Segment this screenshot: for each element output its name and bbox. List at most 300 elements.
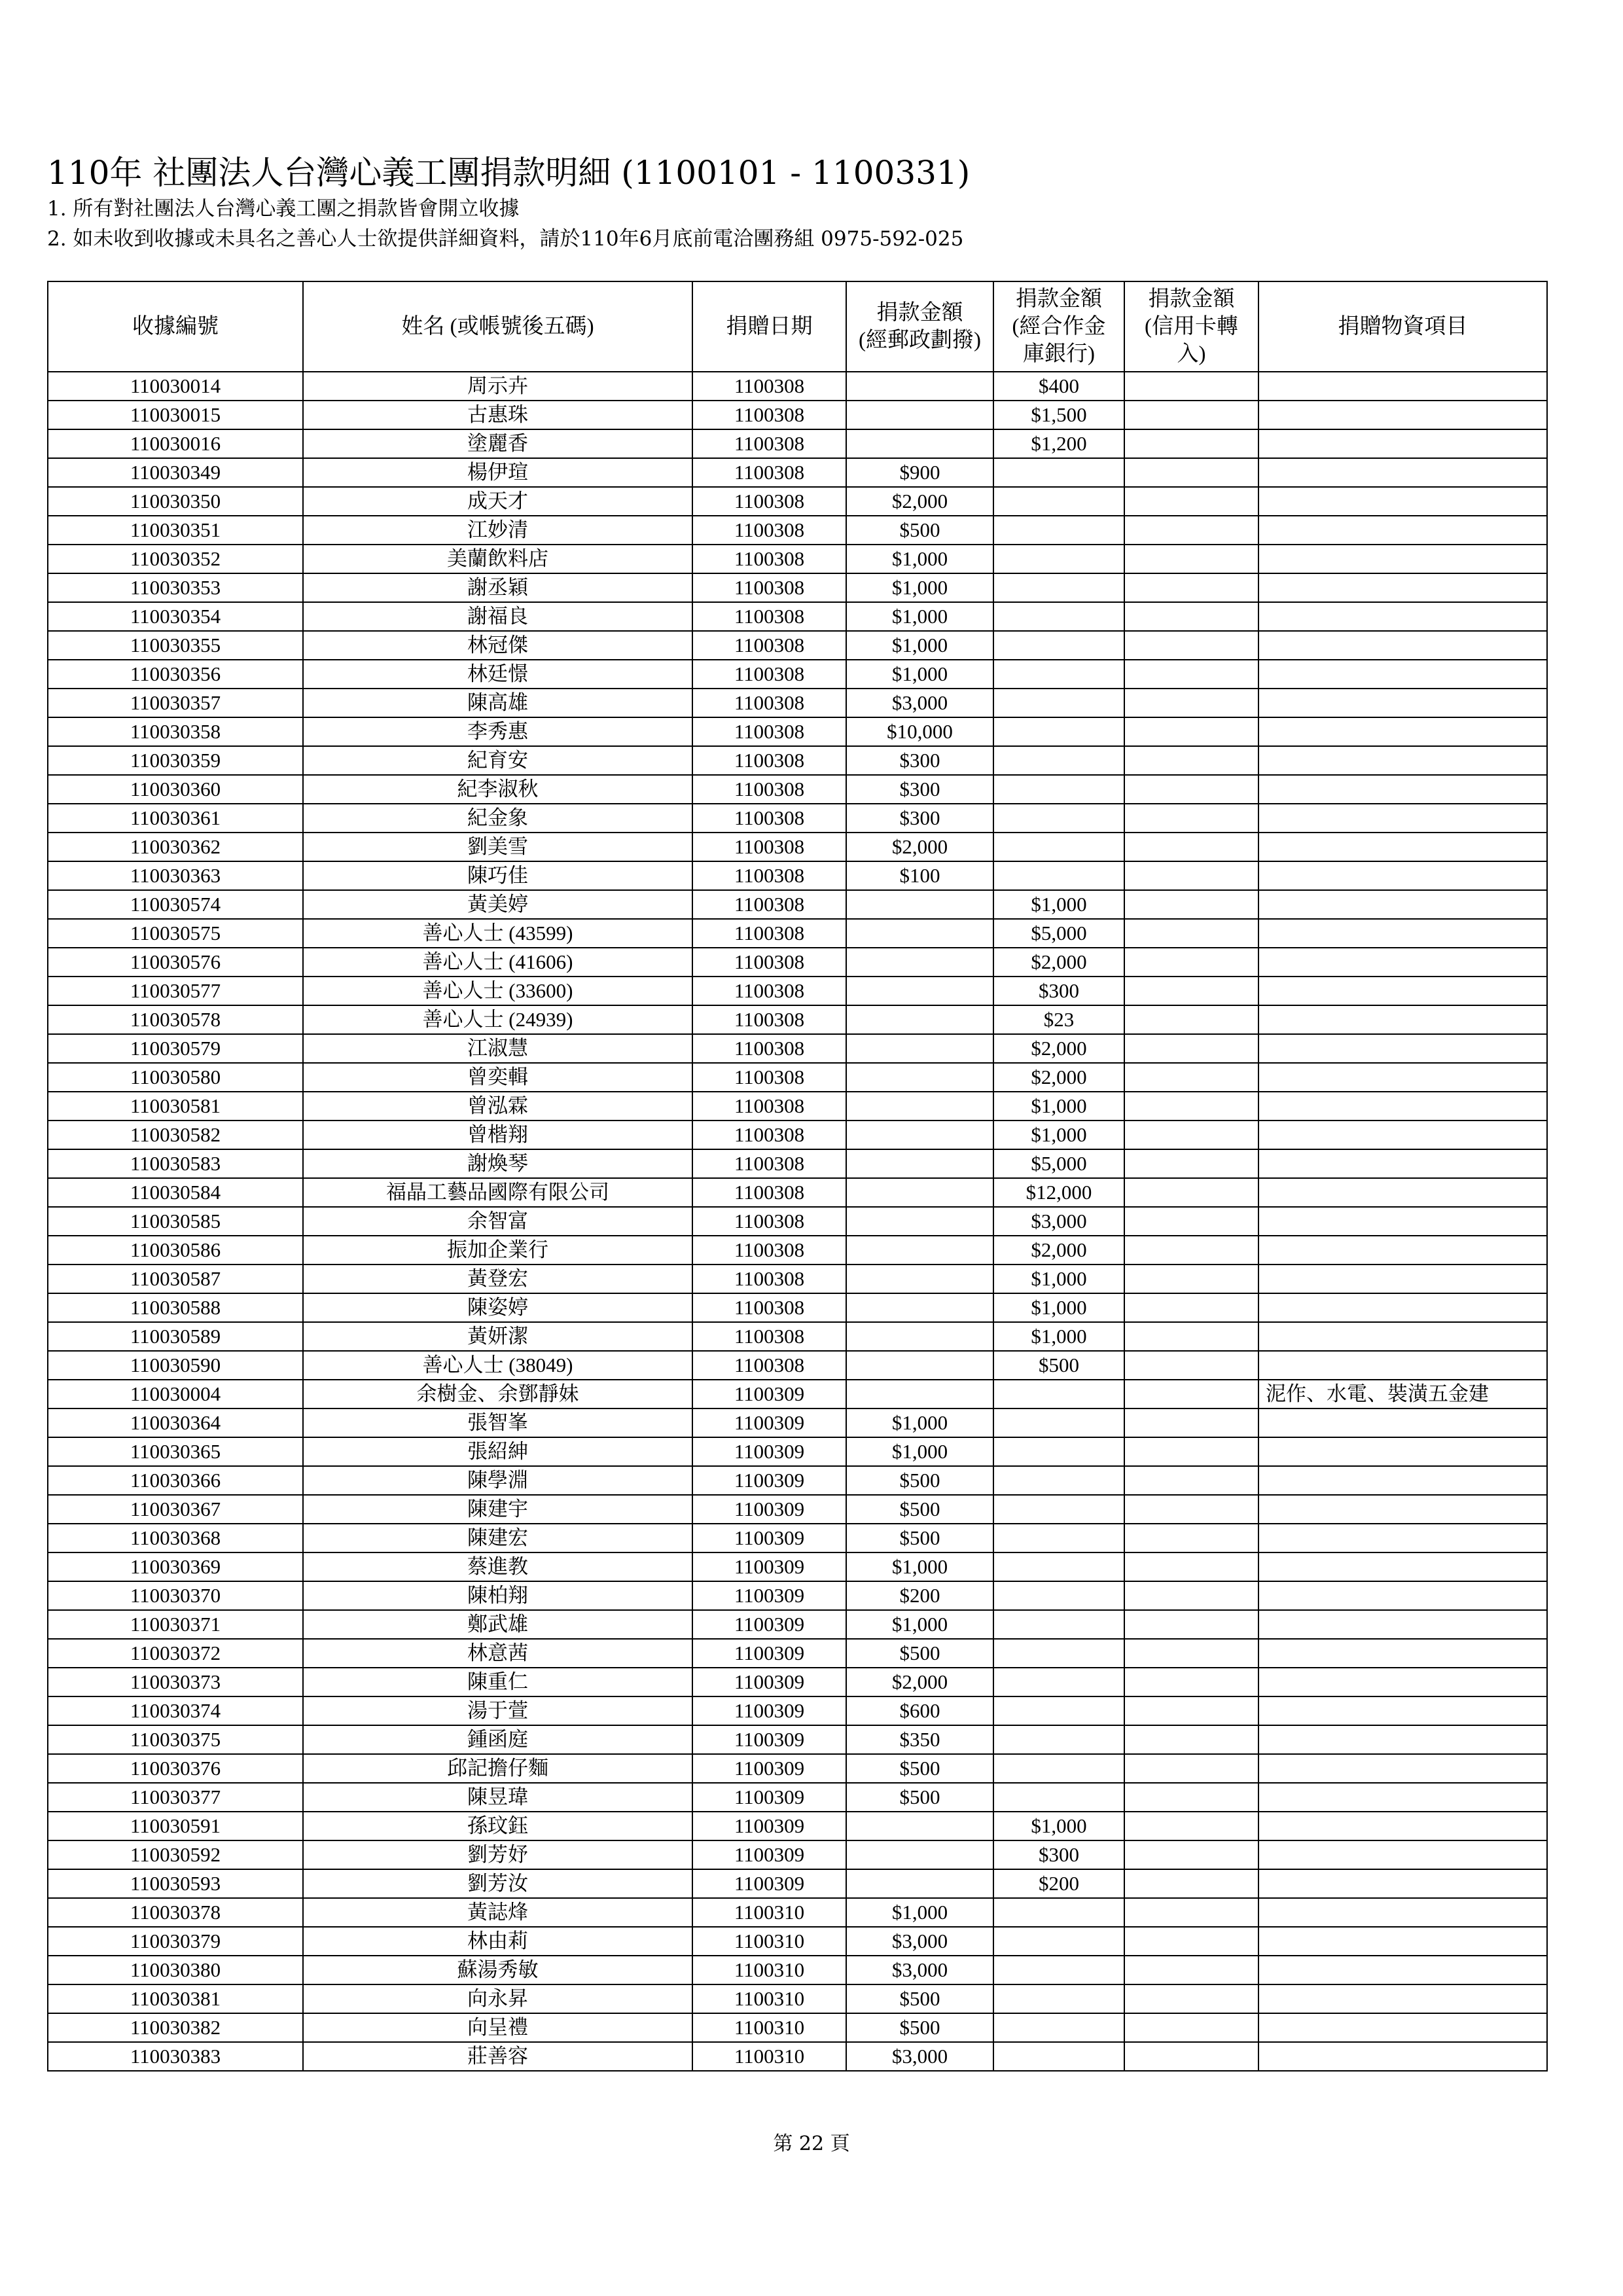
receipt-no-cell: 110030585: [48, 1207, 303, 1236]
donor-name-cell: 孫玟鈺: [303, 1812, 692, 1840]
donated-items-cell: [1258, 545, 1547, 573]
postal-amount-cell: $2,000: [846, 1668, 993, 1696]
table-row: [48, 1639, 1547, 1668]
donor-name-cell: 張智峯: [303, 1408, 692, 1437]
table-row: [48, 429, 1547, 458]
coop-bank-amount-cell: [993, 573, 1124, 602]
receipt-no-cell: 110030590: [48, 1351, 303, 1380]
coop-bank-amount-cell: [993, 516, 1124, 545]
donation-date-cell: 1100308: [692, 717, 846, 746]
postal-amount-cell: [846, 948, 993, 977]
donated-items-cell: [1258, 1034, 1547, 1063]
receipt-no-cell: 110030361: [48, 804, 303, 833]
table-row: [48, 977, 1547, 1005]
credit-card-amount-cell: [1124, 2013, 1258, 2042]
credit-card-amount-cell: [1124, 1178, 1258, 1207]
donor-name-cell: 謝煥琴: [303, 1149, 692, 1178]
donor-name-cell: 善心人士 (41606): [303, 948, 692, 977]
donation-date-cell: 1100308: [692, 746, 846, 775]
table-row: [48, 1265, 1547, 1293]
credit-card-amount-cell: [1124, 1380, 1258, 1408]
donation-date-cell: 1100308: [692, 833, 846, 861]
receipt-no-cell: 110030578: [48, 1005, 303, 1034]
donation-date-cell: 1100309: [692, 1754, 846, 1783]
donated-items-cell: [1258, 1610, 1547, 1639]
donated-items-cell: [1258, 775, 1547, 804]
donation-date-cell: 1100308: [692, 1149, 846, 1178]
donated-items-cell: [1258, 948, 1547, 977]
donor-name-cell: 向呈禮: [303, 2013, 692, 2042]
postal-amount-cell: $300: [846, 804, 993, 833]
donor-name-cell: 余樹金、余鄧靜妹: [303, 1380, 692, 1408]
credit-card-amount-cell: [1124, 1524, 1258, 1552]
credit-card-amount-cell: [1124, 1754, 1258, 1783]
donation-date-cell: 1100308: [692, 775, 846, 804]
donor-name-cell: 紀金象: [303, 804, 692, 833]
donation-date-cell: 1100308: [692, 1005, 846, 1034]
coop-bank-amount-cell: [993, 1725, 1124, 1754]
table-row: [48, 2042, 1547, 2071]
table-row: [48, 1696, 1547, 1725]
donation-date-cell: 1100310: [692, 2013, 846, 2042]
header-receipt-no: 收據編號: [48, 281, 303, 372]
receipt-no-cell: 110030360: [48, 775, 303, 804]
header-date: 捐贈日期: [692, 281, 846, 372]
donated-items-cell: [1258, 1092, 1547, 1121]
credit-card-amount-cell: [1124, 516, 1258, 545]
donation-date-cell: 1100308: [692, 977, 846, 1005]
donor-name-cell: 李秀惠: [303, 717, 692, 746]
donation-date-cell: 1100308: [692, 1178, 846, 1207]
donated-items-cell: [1258, 717, 1547, 746]
donated-items-cell: [1258, 602, 1547, 631]
donated-items-cell: [1258, 372, 1547, 401]
table-row: [48, 1121, 1547, 1149]
credit-card-amount-cell: [1124, 1121, 1258, 1149]
postal-amount-cell: [846, 919, 993, 948]
table-row: [48, 1898, 1547, 1927]
postal-amount-cell: $500: [846, 1783, 993, 1812]
donation-date-cell: 1100310: [692, 2042, 846, 2071]
postal-amount-cell: $500: [846, 516, 993, 545]
receipt-no-cell: 110030580: [48, 1063, 303, 1092]
donation-date-cell: 1100309: [692, 1610, 846, 1639]
table-row: [48, 890, 1547, 919]
receipt-no-cell: 110030014: [48, 372, 303, 401]
credit-card-amount-cell: [1124, 804, 1258, 833]
postal-amount-cell: $3,000: [846, 689, 993, 717]
table-row: [48, 1293, 1547, 1322]
coop-bank-amount-cell: $1,200: [993, 429, 1124, 458]
donation-date-cell: 1100308: [692, 1236, 846, 1265]
donor-name-cell: 劉美雪: [303, 833, 692, 861]
credit-card-amount-cell: [1124, 1034, 1258, 1063]
header-credit-card-amount: 捐款金額 (信用卡轉 入): [1124, 281, 1258, 372]
donated-items-cell: [1258, 1437, 1547, 1466]
donated-items-cell: [1258, 1322, 1547, 1351]
coop-bank-amount-cell: $12,000: [993, 1178, 1124, 1207]
credit-card-amount-cell: [1124, 660, 1258, 689]
donor-name-cell: 陳重仁: [303, 1668, 692, 1696]
postal-amount-cell: [846, 1063, 993, 1092]
credit-card-amount-cell: [1124, 1265, 1258, 1293]
note-line: 1. 所有對社團法人台灣心義工團之捐款皆會開立收據: [47, 197, 520, 221]
donor-name-cell: 成天才: [303, 487, 692, 516]
table-row: [48, 2013, 1547, 2042]
table-row: [48, 660, 1547, 689]
postal-amount-cell: $1,000: [846, 1552, 993, 1581]
donated-items-cell: [1258, 1639, 1547, 1668]
credit-card-amount-cell: [1124, 1005, 1258, 1034]
postal-amount-cell: $3,000: [846, 2042, 993, 2071]
postal-amount-cell: [846, 890, 993, 919]
coop-bank-amount-cell: [993, 1437, 1124, 1466]
note-line: 2. 如未收到收據或未具名之善心人士欲提供詳細資料，請於110年6月底前電洽團務組 0975-592-025: [47, 227, 964, 251]
postal-amount-cell: $500: [846, 1754, 993, 1783]
receipt-no-cell: 110030355: [48, 631, 303, 660]
donation-date-cell: 1100310: [692, 1984, 846, 2013]
table-row: [48, 1149, 1547, 1178]
credit-card-amount-cell: [1124, 1984, 1258, 2013]
postal-amount-cell: $500: [846, 1495, 993, 1524]
donated-items-cell: [1258, 2013, 1547, 2042]
credit-card-amount-cell: [1124, 1552, 1258, 1581]
table-row: [48, 1178, 1547, 1207]
receipt-no-cell: 110030576: [48, 948, 303, 977]
receipt-no-cell: 110030367: [48, 1495, 303, 1524]
coop-bank-amount-cell: [993, 1927, 1124, 1956]
receipt-no-cell: 110030364: [48, 1408, 303, 1437]
table-row: [48, 1207, 1547, 1236]
donation-date-cell: 1100308: [692, 573, 846, 602]
coop-bank-amount-cell: [993, 775, 1124, 804]
coop-bank-amount-cell: $5,000: [993, 919, 1124, 948]
postal-amount-cell: $3,000: [846, 1956, 993, 1984]
coop-bank-amount-cell: $23: [993, 1005, 1124, 1034]
table-row: [48, 1092, 1547, 1121]
table-row: [48, 372, 1547, 401]
receipt-no-cell: 110030577: [48, 977, 303, 1005]
donation-date-cell: 1100309: [692, 1812, 846, 1840]
table-row: [48, 833, 1547, 861]
donation-date-cell: 1100308: [692, 516, 846, 545]
donated-items-cell: [1258, 746, 1547, 775]
table-body: [48, 372, 1547, 2071]
postal-amount-cell: [846, 1265, 993, 1293]
donation-date-cell: 1100309: [692, 1696, 846, 1725]
receipt-no-cell: 110030370: [48, 1581, 303, 1610]
coop-bank-amount-cell: [993, 545, 1124, 573]
donated-items-cell: [1258, 1293, 1547, 1322]
coop-bank-amount-cell: [993, 1581, 1124, 1610]
receipt-no-cell: 110030583: [48, 1149, 303, 1178]
receipt-no-cell: 110030582: [48, 1121, 303, 1149]
donation-date-cell: 1100309: [692, 1840, 846, 1869]
postal-amount-cell: $500: [846, 1524, 993, 1552]
credit-card-amount-cell: [1124, 833, 1258, 861]
receipt-no-cell: 110030363: [48, 861, 303, 890]
coop-bank-amount-cell: [993, 1552, 1124, 1581]
table-row: [48, 1581, 1547, 1610]
donation-date-cell: 1100308: [692, 458, 846, 487]
receipt-no-cell: 110030359: [48, 746, 303, 775]
credit-card-amount-cell: [1124, 1149, 1258, 1178]
table-row: [48, 1869, 1547, 1898]
receipt-no-cell: 110030376: [48, 1754, 303, 1783]
donated-items-cell: [1258, 1524, 1547, 1552]
table-row: [48, 573, 1547, 602]
table-row: [48, 1408, 1547, 1437]
credit-card-amount-cell: [1124, 890, 1258, 919]
donor-name-cell: 陳學淵: [303, 1466, 692, 1495]
receipt-no-cell: 110030375: [48, 1725, 303, 1754]
header-coop-bank-amount: 捐款金額 (經合作金 庫銀行): [993, 281, 1124, 372]
donation-date-cell: 1100308: [692, 804, 846, 833]
credit-card-amount-cell: [1124, 1351, 1258, 1380]
postal-amount-cell: [846, 1869, 993, 1898]
coop-bank-amount-cell: $3,000: [993, 1207, 1124, 1236]
donation-date-cell: 1100308: [692, 1207, 846, 1236]
receipt-no-cell: 110030381: [48, 1984, 303, 2013]
donated-items-cell: [1258, 1408, 1547, 1437]
coop-bank-amount-cell: $2,000: [993, 1063, 1124, 1092]
coop-bank-amount-cell: $1,000: [993, 1322, 1124, 1351]
donor-name-cell: 曾奕輯: [303, 1063, 692, 1092]
credit-card-amount-cell: [1124, 1495, 1258, 1524]
table-row: [48, 1380, 1547, 1408]
postal-amount-cell: $2,000: [846, 487, 993, 516]
postal-amount-cell: $1,000: [846, 1408, 993, 1437]
donated-items-cell: [1258, 1552, 1547, 1581]
donation-date-cell: 1100309: [692, 1725, 846, 1754]
credit-card-amount-cell: [1124, 1466, 1258, 1495]
donation-date-cell: 1100309: [692, 1408, 846, 1437]
donated-items-cell: [1258, 1696, 1547, 1725]
donor-name-cell: 鄭武雄: [303, 1610, 692, 1639]
coop-bank-amount-cell: [993, 1696, 1124, 1725]
donor-name-cell: 陳高雄: [303, 689, 692, 717]
donor-name-cell: 陳巧佳: [303, 861, 692, 890]
table-row: [48, 1322, 1547, 1351]
credit-card-amount-cell: [1124, 401, 1258, 429]
coop-bank-amount-cell: $1,000: [993, 1092, 1124, 1121]
receipt-no-cell: 110030374: [48, 1696, 303, 1725]
postal-amount-cell: $500: [846, 1984, 993, 2013]
receipt-no-cell: 110030362: [48, 833, 303, 861]
donation-date-cell: 1100308: [692, 919, 846, 948]
credit-card-amount-cell: [1124, 1725, 1258, 1754]
coop-bank-amount-cell: $1,000: [993, 1293, 1124, 1322]
credit-card-amount-cell: [1124, 1898, 1258, 1927]
credit-card-amount-cell: [1124, 1063, 1258, 1092]
credit-card-amount-cell: [1124, 2042, 1258, 2071]
postal-amount-cell: $1,000: [846, 1898, 993, 1927]
coop-bank-amount-cell: [993, 1524, 1124, 1552]
donated-items-cell: [1258, 573, 1547, 602]
donor-name-cell: 黃誌烽: [303, 1898, 692, 1927]
postal-amount-cell: $1,000: [846, 1437, 993, 1466]
table-row: [48, 631, 1547, 660]
coop-bank-amount-cell: $1,000: [993, 890, 1124, 919]
donor-name-cell: 張紹紳: [303, 1437, 692, 1466]
credit-card-amount-cell: [1124, 545, 1258, 573]
coop-bank-amount-cell: [993, 2013, 1124, 2042]
donated-items-cell: [1258, 2042, 1547, 2071]
coop-bank-amount-cell: $400: [993, 372, 1124, 401]
donor-name-cell: 鍾函庭: [303, 1725, 692, 1754]
table-row: [48, 1927, 1547, 1956]
table-row: [48, 1236, 1547, 1265]
donation-date-cell: 1100310: [692, 1898, 846, 1927]
coop-bank-amount-cell: $2,000: [993, 1034, 1124, 1063]
receipt-no-cell: 110030015: [48, 401, 303, 429]
credit-card-amount-cell: [1124, 1293, 1258, 1322]
receipt-no-cell: 110030368: [48, 1524, 303, 1552]
table-row: [48, 545, 1547, 573]
coop-bank-amount-cell: [993, 1898, 1124, 1927]
coop-bank-amount-cell: [993, 602, 1124, 631]
donated-items-cell: [1258, 1754, 1547, 1783]
table-row: [48, 1495, 1547, 1524]
table-row: [48, 1437, 1547, 1466]
donation-date-cell: 1100308: [692, 948, 846, 977]
receipt-no-cell: 110030581: [48, 1092, 303, 1121]
receipt-no-cell: 110030378: [48, 1898, 303, 1927]
table-row: [48, 516, 1547, 545]
coop-bank-amount-cell: [993, 1984, 1124, 2013]
donation-date-cell: 1100309: [692, 1783, 846, 1812]
table-header: [48, 281, 1547, 372]
donation-date-cell: 1100308: [692, 1121, 846, 1149]
donation-date-cell: 1100308: [692, 1034, 846, 1063]
postal-amount-cell: [846, 1092, 993, 1121]
donated-items-cell: [1258, 1466, 1547, 1495]
credit-card-amount-cell: [1124, 1408, 1258, 1437]
postal-amount-cell: $300: [846, 775, 993, 804]
donor-name-cell: 福晶工藝品國際有限公司: [303, 1178, 692, 1207]
credit-card-amount-cell: [1124, 372, 1258, 401]
table-row: [48, 1956, 1547, 1984]
receipt-no-cell: 110030586: [48, 1236, 303, 1265]
donor-name-cell: 黃美婷: [303, 890, 692, 919]
coop-bank-amount-cell: $2,000: [993, 1236, 1124, 1265]
table-row: [48, 861, 1547, 890]
table-row: [48, 1725, 1547, 1754]
coop-bank-amount-cell: [993, 1466, 1124, 1495]
coop-bank-amount-cell: [993, 458, 1124, 487]
postal-amount-cell: $500: [846, 1639, 993, 1668]
table-row: [48, 775, 1547, 804]
receipt-no-cell: 110030382: [48, 2013, 303, 2042]
receipt-no-cell: 110030366: [48, 1466, 303, 1495]
coop-bank-amount-cell: [993, 1668, 1124, 1696]
donated-items-cell: [1258, 516, 1547, 545]
donated-items-cell: [1258, 660, 1547, 689]
donated-items-cell: [1258, 631, 1547, 660]
credit-card-amount-cell: [1124, 573, 1258, 602]
table-row: [48, 1063, 1547, 1092]
header-name: 姓名 (或帳號後五碼): [303, 281, 692, 372]
donation-date-cell: 1100310: [692, 1927, 846, 1956]
credit-card-amount-cell: [1124, 1812, 1258, 1840]
donor-name-cell: 善心人士 (38049): [303, 1351, 692, 1380]
postal-amount-cell: [846, 1812, 993, 1840]
donated-items-cell: [1258, 1121, 1547, 1149]
coop-bank-amount-cell: [993, 833, 1124, 861]
donated-items-cell: [1258, 487, 1547, 516]
receipt-no-cell: 110030383: [48, 2042, 303, 2071]
coop-bank-amount-cell: [993, 2042, 1124, 2071]
receipt-no-cell: 110030377: [48, 1783, 303, 1812]
page-number: 第 22 頁: [773, 2132, 850, 2155]
credit-card-amount-cell: [1124, 1840, 1258, 1869]
donation-date-cell: 1100309: [692, 1639, 846, 1668]
postal-amount-cell: [846, 1121, 993, 1149]
donated-items-cell: [1258, 919, 1547, 948]
credit-card-amount-cell: [1124, 429, 1258, 458]
donor-name-cell: 陳建宏: [303, 1524, 692, 1552]
table-row: [48, 1466, 1547, 1495]
credit-card-amount-cell: [1124, 717, 1258, 746]
coop-bank-amount-cell: [993, 804, 1124, 833]
donor-name-cell: 紀李淑秋: [303, 775, 692, 804]
credit-card-amount-cell: [1124, 948, 1258, 977]
coop-bank-amount-cell: [993, 689, 1124, 717]
donation-date-cell: 1100309: [692, 1466, 846, 1495]
table-row: [48, 1840, 1547, 1869]
table-row: [48, 804, 1547, 833]
table-row: [48, 401, 1547, 429]
receipt-no-cell: 110030004: [48, 1380, 303, 1408]
donor-name-cell: 江淑慧: [303, 1034, 692, 1063]
donated-items-cell: [1258, 689, 1547, 717]
credit-card-amount-cell: [1124, 631, 1258, 660]
donor-name-cell: 蔡進教: [303, 1552, 692, 1581]
receipt-no-cell: 110030587: [48, 1265, 303, 1293]
donated-items-cell: [1258, 1783, 1547, 1812]
donated-items-cell: [1258, 833, 1547, 861]
donor-name-cell: 善心人士 (24939): [303, 1005, 692, 1034]
donated-items-cell: [1258, 1927, 1547, 1956]
donor-name-cell: 陳姿婷: [303, 1293, 692, 1322]
donor-name-cell: 蘇湯秀敏: [303, 1956, 692, 1984]
donation-date-cell: 1100309: [692, 1437, 846, 1466]
donated-items-cell: [1258, 1495, 1547, 1524]
coop-bank-amount-cell: $200: [993, 1869, 1124, 1898]
table-row: [48, 602, 1547, 631]
postal-amount-cell: $350: [846, 1725, 993, 1754]
table-row: [48, 1668, 1547, 1696]
donor-name-cell: 莊善容: [303, 2042, 692, 2071]
donation-date-cell: 1100309: [692, 1380, 846, 1408]
donation-date-cell: 1100309: [692, 1552, 846, 1581]
donor-name-cell: 陳昱瑋: [303, 1783, 692, 1812]
coop-bank-amount-cell: [993, 631, 1124, 660]
postal-amount-cell: $1,000: [846, 573, 993, 602]
coop-bank-amount-cell: [993, 1956, 1124, 1984]
donation-date-cell: 1100309: [692, 1668, 846, 1696]
credit-card-amount-cell: [1124, 1696, 1258, 1725]
credit-card-amount-cell: [1124, 977, 1258, 1005]
credit-card-amount-cell: [1124, 861, 1258, 890]
table-row: [48, 1610, 1547, 1639]
table-row: [48, 689, 1547, 717]
document-title: 110年 社團法人台灣心義工團捐款明細 (1100101 - 1100331): [47, 154, 971, 192]
donated-items-cell: [1258, 1725, 1547, 1754]
donation-date-cell: 1100308: [692, 1351, 846, 1380]
postal-amount-cell: [846, 372, 993, 401]
donor-name-cell: 善心人士 (43599): [303, 919, 692, 948]
